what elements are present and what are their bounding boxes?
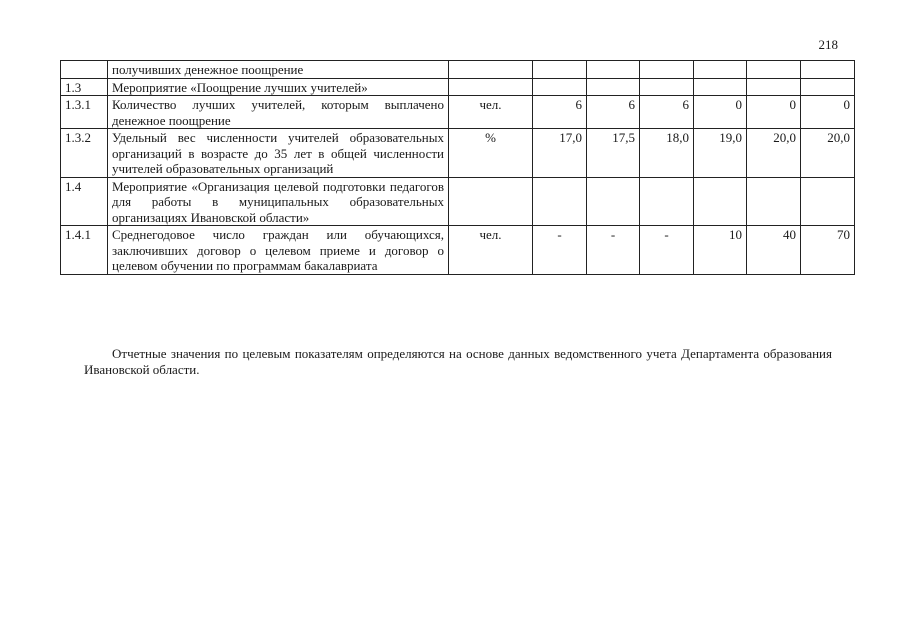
- page-number: 218: [818, 37, 838, 52]
- value-cell: [533, 61, 587, 79]
- value-cell: [747, 61, 801, 79]
- value-cell: [640, 177, 694, 226]
- value-cell: 6: [587, 96, 640, 129]
- value-cell: 0: [801, 96, 855, 129]
- row-number: 1.3: [61, 78, 108, 96]
- table-row: [61, 226, 855, 275]
- value-cell: [640, 78, 694, 96]
- table-row: [61, 96, 855, 129]
- indicator-name: Количество лучших учителей, которым выплачено денежное поощрение: [108, 96, 449, 129]
- value-cell: [801, 177, 855, 226]
- value-cell: [694, 177, 747, 226]
- value-cell: [640, 61, 694, 79]
- unit-cell: [449, 78, 533, 96]
- indicators-table: [60, 60, 855, 275]
- indicator-name: Удельный вес численности учителей образовательных организаций в возрасте до 35 лет в общей численности учителей образовательных организаций: [108, 129, 449, 178]
- row-number: [61, 61, 108, 79]
- value-cell: 19,0: [694, 129, 747, 178]
- value-cell: 20,0: [747, 129, 801, 178]
- value-cell: [694, 78, 747, 96]
- value-cell: -: [587, 226, 640, 275]
- value-cell: 20,0: [801, 129, 855, 178]
- footnote-text: Отчетные значения по целевым показателям определяются на основе данных ведомственного учета Департамента образования Ивановской области.: [84, 346, 832, 377]
- value-cell: [587, 177, 640, 226]
- table-row: [61, 177, 855, 226]
- value-cell: [587, 78, 640, 96]
- value-cell: -: [640, 226, 694, 275]
- value-cell: [801, 61, 855, 79]
- row-number: 1.3.1: [61, 96, 108, 129]
- row-number: 1.3.2: [61, 129, 108, 178]
- indicator-name: Среднегодовое число граждан или обучающихся, заключивших договор о целевом приеме и договор о целевом обучении по программам бакалавриата: [108, 226, 449, 275]
- value-cell: [747, 177, 801, 226]
- value-cell: [587, 61, 640, 79]
- table-row: [61, 61, 855, 79]
- value-cell: 0: [694, 96, 747, 129]
- value-cell: 17,0: [533, 129, 587, 178]
- value-cell: [533, 78, 587, 96]
- value-cell: 18,0: [640, 129, 694, 178]
- row-number: 1.4.1: [61, 226, 108, 275]
- value-cell: 10: [694, 226, 747, 275]
- value-cell: [694, 61, 747, 79]
- value-cell: 6: [640, 96, 694, 129]
- value-cell: 17,5: [587, 129, 640, 178]
- unit-cell: чел.: [449, 226, 533, 275]
- table-row: [61, 129, 855, 178]
- value-cell: 6: [533, 96, 587, 129]
- indicator-name: получивших денежное поощрение: [108, 61, 449, 79]
- value-cell: 70: [801, 226, 855, 275]
- indicator-name: Мероприятие «Поощрение лучших учителей»: [108, 78, 449, 96]
- row-number: 1.4: [61, 177, 108, 226]
- unit-cell: [449, 61, 533, 79]
- value-cell: -: [533, 226, 587, 275]
- table-row: [61, 78, 855, 96]
- indicator-name: Мероприятие «Организация целевой подготовки педагогов для работы в муниципальных образовательных организациях Ивановской области»: [108, 177, 449, 226]
- unit-cell: [449, 177, 533, 226]
- value-cell: 40: [747, 226, 801, 275]
- unit-cell: чел.: [449, 96, 533, 129]
- value-cell: [747, 78, 801, 96]
- value-cell: 0: [747, 96, 801, 129]
- unit-cell: %: [449, 129, 533, 178]
- value-cell: [533, 177, 587, 226]
- value-cell: [801, 78, 855, 96]
